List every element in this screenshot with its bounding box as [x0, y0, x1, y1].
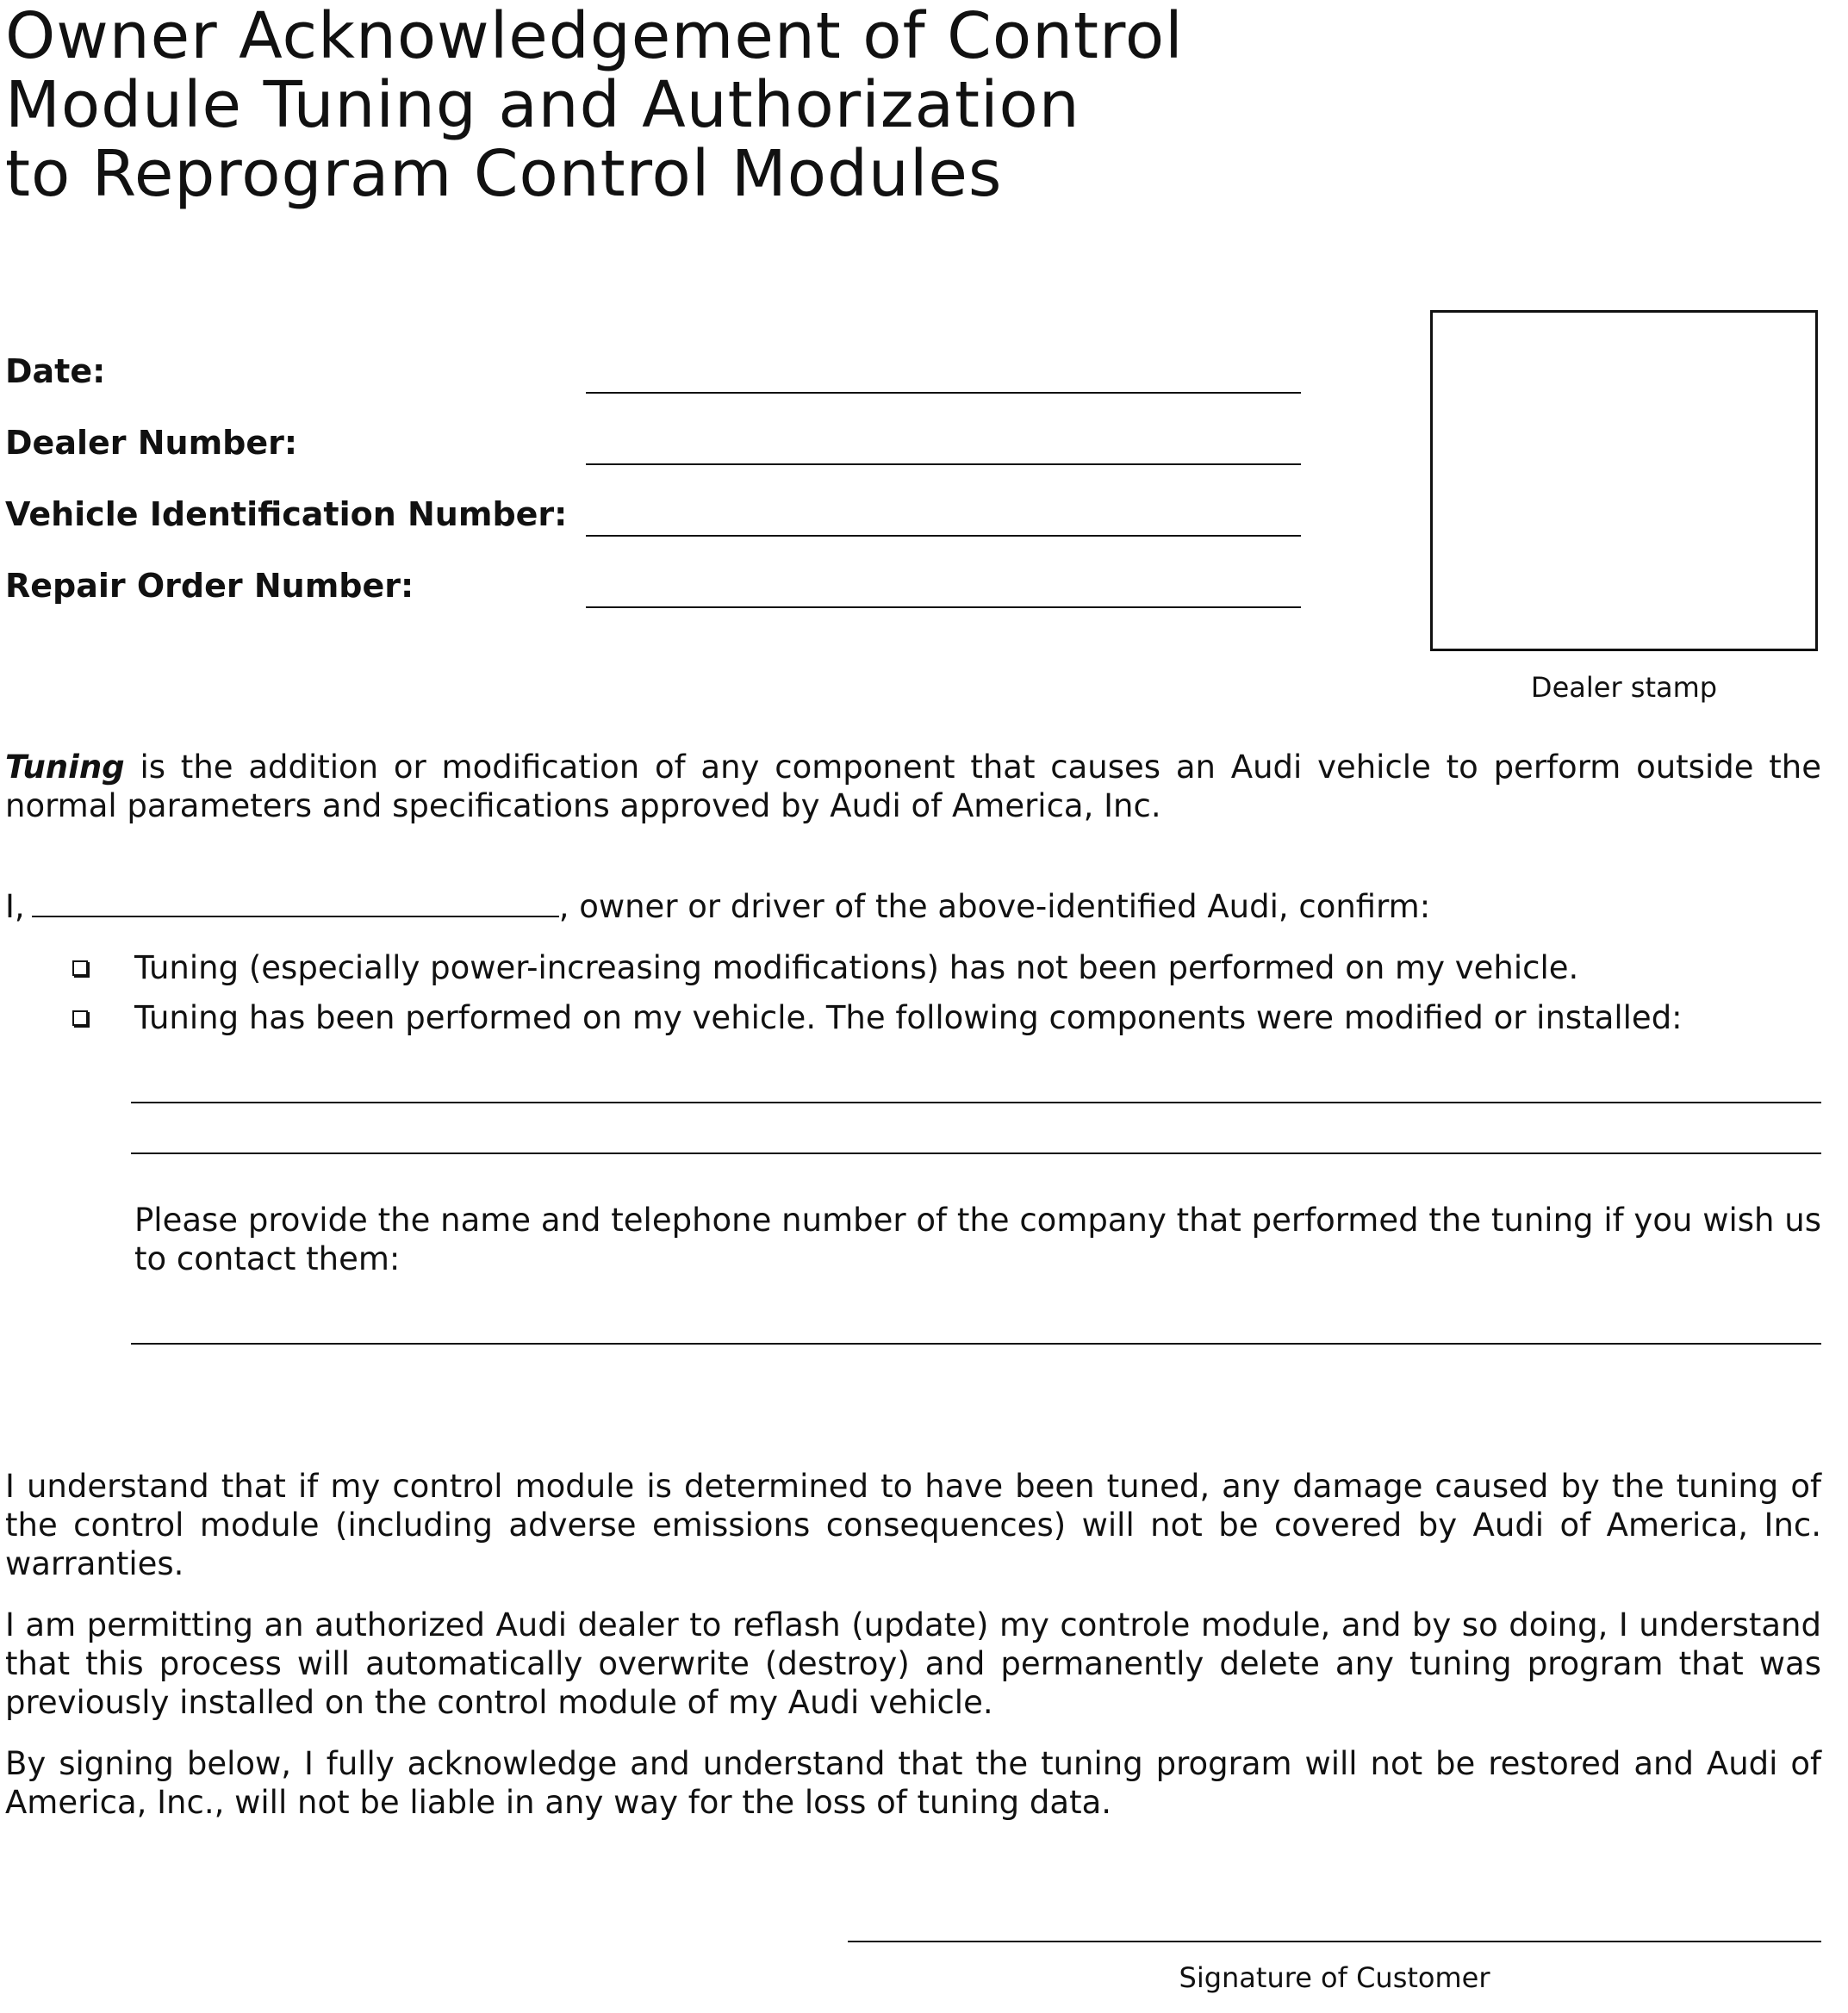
tuner-contact-line[interactable]	[131, 1343, 1821, 1345]
confirm-suffix: , owner or driver of the above-identified Audi, confirm:	[558, 888, 1431, 925]
dealer-stamp-label: Dealer stamp	[1530, 671, 1718, 704]
reflash-paragraph: I am permitting an authorized Audi dealer to reflash (update) my controle module, and by so doing, I understand that this process will automatically overwrite (destroy) and permanently delete any tuning program that was previously installed on the control module of my Audi vehicle.	[5, 1606, 1821, 1721]
option-tuned-checkbox[interactable]	[72, 1010, 88, 1026]
title-line-2: Module Tuning and Authorization	[5, 68, 1080, 142]
confirm-prefix: I,	[5, 888, 25, 925]
contact-prompt: Please provide the name and telephone number of the company that performed the tuning if you wish us to contact them:	[134, 1202, 1821, 1277]
vin-field[interactable]	[586, 535, 1301, 537]
date-field[interactable]	[586, 392, 1301, 394]
liability-paragraph: By signing below, I fully acknowledge and understand that the tuning program will not be restored and Audi of America, Inc., will not be liable in any way for the loss of tuning data.	[5, 1745, 1821, 1821]
components-line-2[interactable]	[131, 1153, 1821, 1154]
owner-name-field[interactable]	[32, 898, 559, 917]
date-label: Date:	[5, 352, 106, 390]
tuning-definition-text: is the addition or modification of any component that causes an Audi vehicle to perform outside the normal parameters and specifications approved by Audi of America, Inc.	[5, 749, 1821, 824]
page-title	[5, 0, 1184, 211]
warranty-paragraph: I understand that if my control module is determined to have been tuned, any damage caused by the tuning of the control module (including adverse emissions consequences) will not be covered by Audi of America, Inc. warranties.	[5, 1468, 1821, 1582]
option-not-tuned-checkbox[interactable]	[72, 960, 88, 976]
tuning-term: Tuning	[5, 749, 125, 786]
dealer-number-field[interactable]	[586, 463, 1301, 465]
components-line-1[interactable]	[131, 1102, 1821, 1103]
title-line-1: Owner Acknowledgement of Control	[5, 0, 1184, 73]
option-not-tuned-label: Tuning (especially power-increasing modifications) has not been performed on my vehicle.	[134, 949, 1579, 986]
dealer-stamp-box	[1430, 310, 1818, 651]
dealer-number-label: Dealer Number:	[5, 424, 298, 462]
signature-label: Signature of Customer	[1179, 1961, 1490, 1994]
title-line-3: to Reprogram Control Modules	[5, 137, 1003, 211]
repair-order-label: Repair Order Number:	[5, 567, 414, 605]
option-tuned-label: Tuning has been performed on my vehicle. The following components were modified or installed:	[134, 999, 1683, 1036]
owner-confirm-row	[5, 887, 1430, 926]
tuning-definition	[5, 748, 1821, 825]
customer-signature-line[interactable]	[848, 1941, 1821, 1942]
repair-order-field[interactable]	[586, 606, 1301, 608]
vin-label: Vehicle Identification Number:	[5, 495, 568, 533]
